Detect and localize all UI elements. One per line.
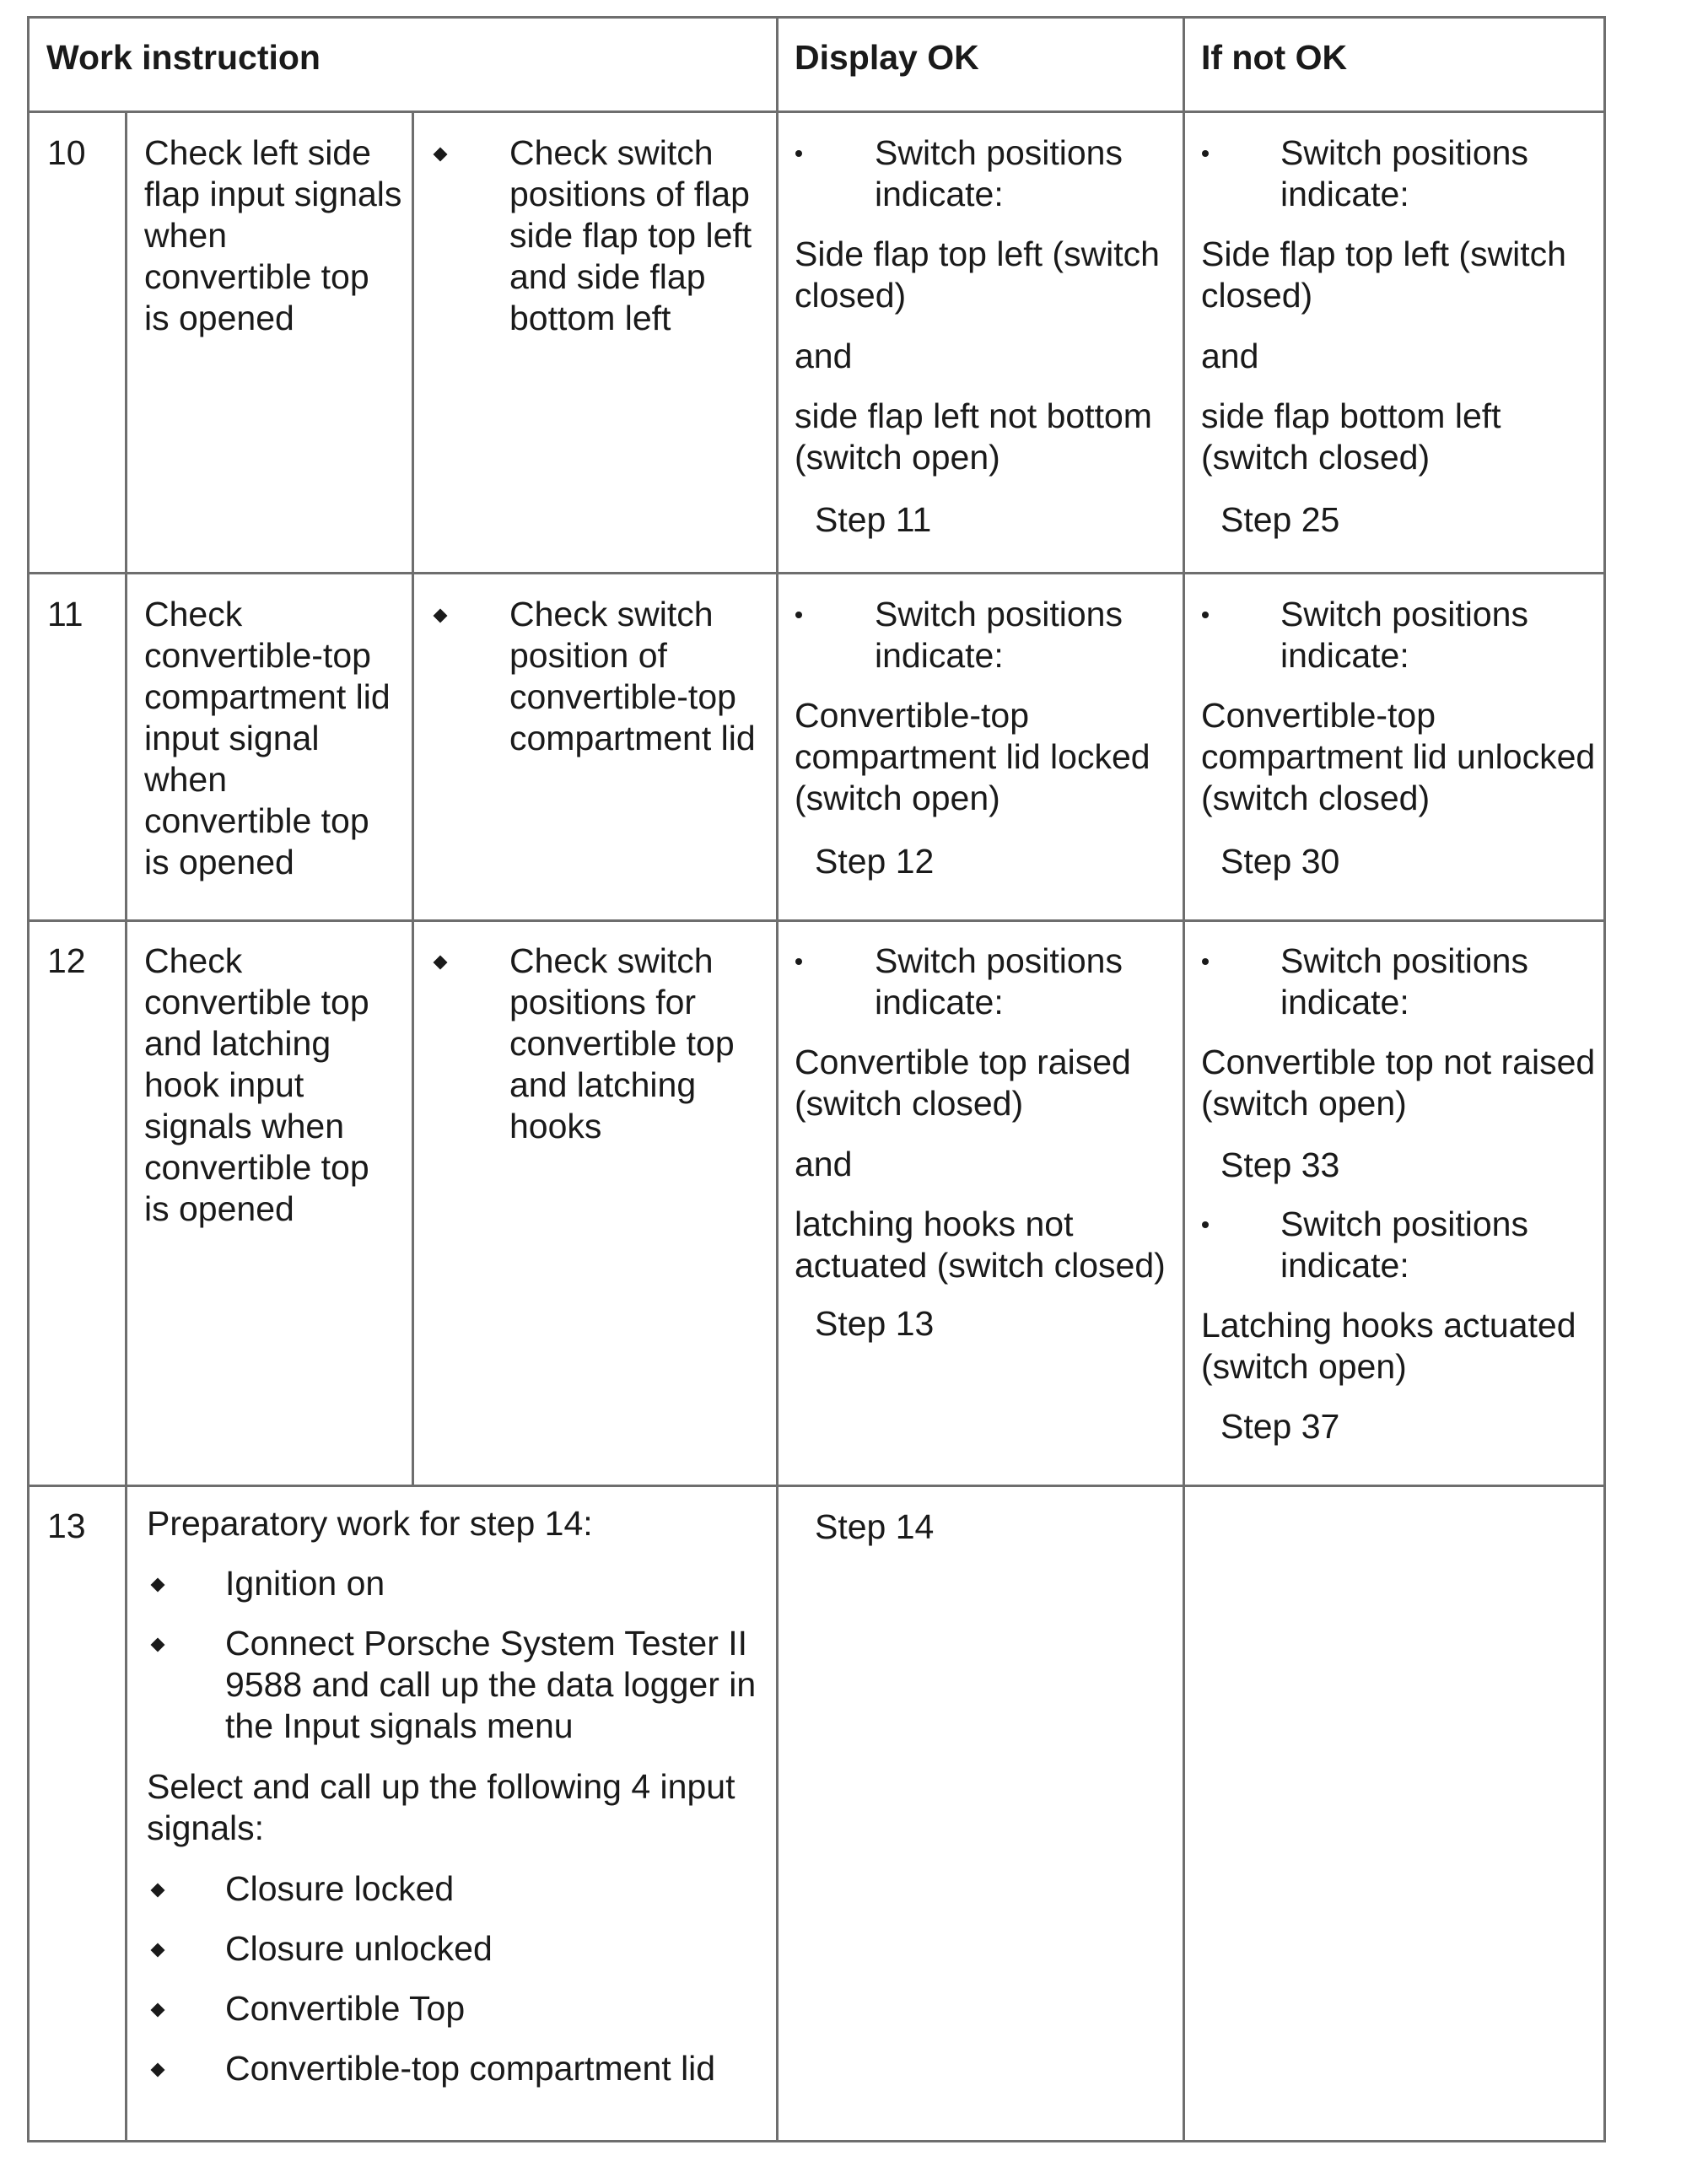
not-ok-next-step: Step 25 xyxy=(1220,500,1340,539)
not-ok-connector: and xyxy=(1201,337,1259,375)
col-divider xyxy=(125,110,127,2142)
step-number: 12 xyxy=(47,941,86,980)
signal-item: Convertible Top xyxy=(225,1989,466,2028)
bullet-dot-icon xyxy=(1202,958,1209,965)
bullet-dot-icon xyxy=(795,612,802,618)
check-description: Check left side flap input signals when convertible top is opened xyxy=(144,133,402,337)
select-instructions: Select and call up the following 4 input signals: xyxy=(147,1767,735,1847)
bullet-dot-icon xyxy=(1202,150,1209,157)
not-ok-bullet-text: Switch positions indicate: xyxy=(1280,595,1528,675)
ok-condition: Convertible-top compartment lid locked (switch open) xyxy=(795,696,1150,817)
header-divider xyxy=(27,110,1606,113)
check-description: Check convertible-top compartment lid input signal when convertible top is opened xyxy=(144,595,391,881)
not-ok-condition: side flap bottom left (switch closed) xyxy=(1201,396,1501,477)
ok-condition: Convertible top raised (switch closed) xyxy=(795,1043,1131,1123)
action-description: Check switch position of convertible-top compartment lid xyxy=(509,595,756,757)
ok-next-step: Step 11 xyxy=(815,500,932,539)
ok-bullet-text: Switch positions indicate: xyxy=(875,595,1123,675)
header-work-instruction: Work instruction xyxy=(46,38,321,77)
ok-next-step: Step 13 xyxy=(815,1304,935,1343)
table-border-right xyxy=(1603,16,1606,2142)
row-divider xyxy=(27,572,1606,574)
prep-item: Ignition on xyxy=(225,1564,385,1603)
not-ok-condition: Convertible top not raised (switch open) xyxy=(1201,1043,1596,1123)
signal-item: Closure unlocked xyxy=(225,1929,493,1968)
signal-item: Closure locked xyxy=(225,1869,455,1908)
not-ok-condition: Convertible-top compartment lid unlocked (switch closed) xyxy=(1201,696,1596,817)
ok-connector: and xyxy=(795,337,853,375)
bullet-dot-icon xyxy=(795,958,802,965)
row-divider xyxy=(27,919,1606,922)
step-number: 10 xyxy=(47,133,86,172)
not-ok-next-step: Step 30 xyxy=(1220,842,1340,881)
not-ok-bullet-text: Switch positions indicate: xyxy=(1280,941,1528,1021)
ok-bullet-text: Switch positions indicate: xyxy=(875,133,1123,213)
signal-item: Convertible-top compartment lid xyxy=(225,2049,716,2088)
not-ok-next-step: Step 37 xyxy=(1220,1407,1340,1446)
not-ok-condition: Latching hooks actuated (switch open) xyxy=(1201,1306,1576,1386)
prep-item: Connect Porsche System Tester II 9588 and call up the data logger in the Input signals menu xyxy=(225,1624,757,1745)
ok-condition: latching hooks not actuated (switch closed) xyxy=(795,1205,1166,1285)
col-divider xyxy=(776,16,779,2142)
step-number: 11 xyxy=(47,595,84,633)
prep-intro: Preparatory work for step 14: xyxy=(147,1504,593,1543)
not-ok-bullet-text: Switch positions indicate: xyxy=(1280,1205,1528,1285)
ok-condition: side flap left not bottom (switch open) xyxy=(795,396,1152,477)
step-number: 13 xyxy=(47,1506,86,1545)
table-border-top xyxy=(27,16,1606,19)
col-divider xyxy=(412,110,414,1487)
ok-connector: and xyxy=(795,1145,853,1183)
bullet-dot-icon xyxy=(1202,1221,1209,1228)
col-divider xyxy=(1183,16,1185,2142)
ok-next-step: Step 14 xyxy=(815,1507,935,1546)
ok-condition: Side flap top left (switch closed) xyxy=(795,234,1160,315)
bullet-dot-icon xyxy=(1202,612,1209,618)
bullet-dot-icon xyxy=(795,150,802,157)
action-description: Check switch positions of flap side flap top left and side flap bottom left xyxy=(509,133,752,337)
table-border-left xyxy=(27,16,30,2142)
table-border-bottom xyxy=(27,2140,1606,2142)
ok-bullet-text: Switch positions indicate: xyxy=(875,941,1123,1021)
not-ok-next-step: Step 33 xyxy=(1220,1145,1340,1184)
row-divider xyxy=(27,1485,1606,1487)
check-description: Check convertible top and latching hook input signals when convertible top is opened xyxy=(144,941,369,1228)
not-ok-condition: Side flap top left (switch closed) xyxy=(1201,234,1566,315)
ok-next-step: Step 12 xyxy=(815,842,935,881)
not-ok-bullet-text: Switch positions indicate: xyxy=(1280,133,1528,213)
header-if-not-ok: If not OK xyxy=(1201,38,1348,77)
action-description: Check switch positions for convertible top and latching hooks xyxy=(509,941,735,1145)
header-display-ok: Display OK xyxy=(795,38,979,77)
